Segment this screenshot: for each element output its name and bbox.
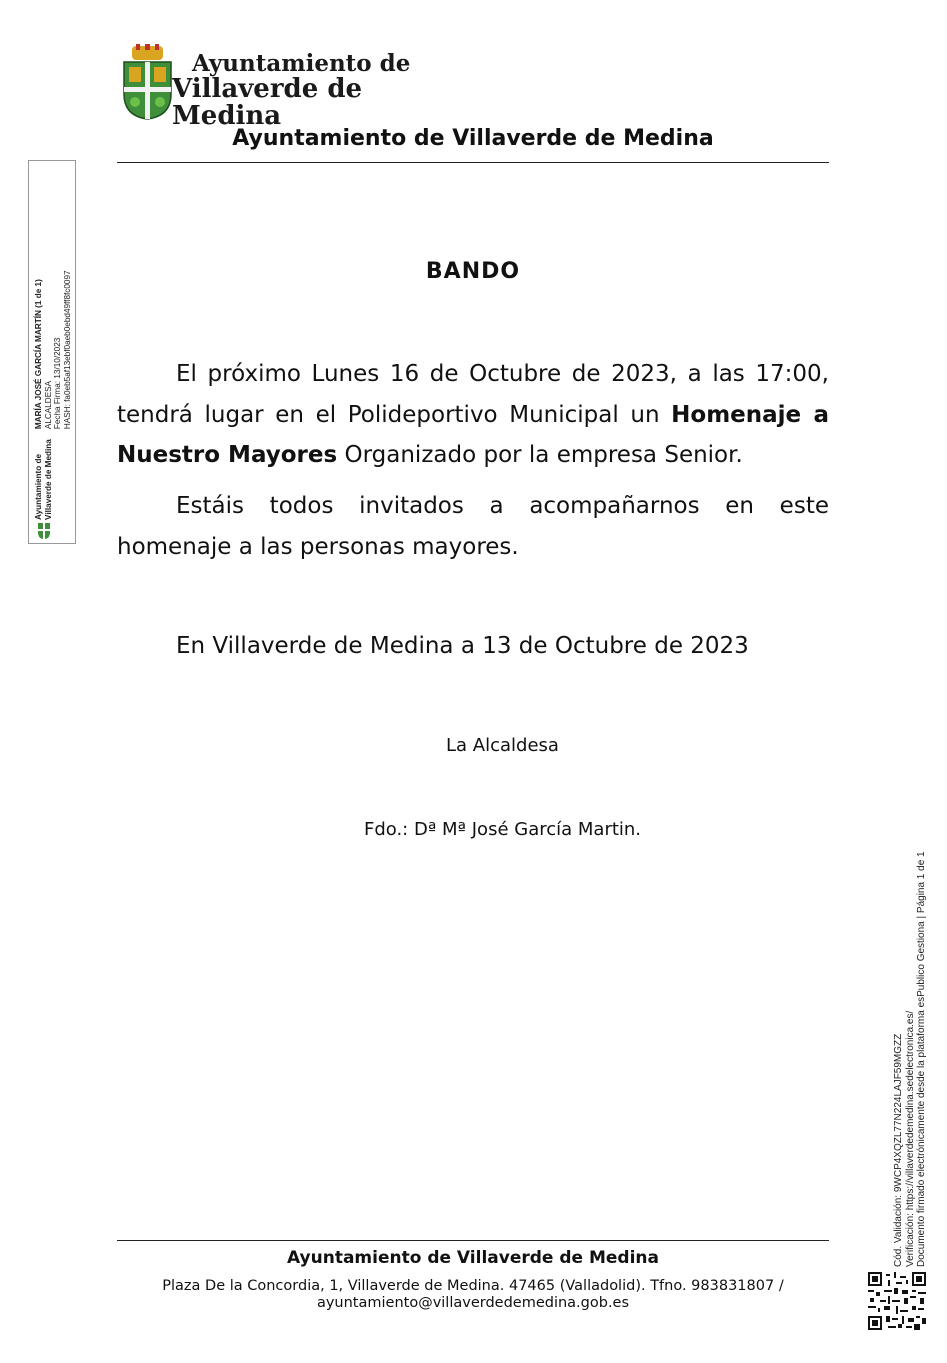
coat-of-arms-logo — [120, 44, 175, 120]
stamp-role: ALCALDESA — [43, 380, 53, 430]
event-name: Homenaje a Nuestro Mayores — [117, 401, 829, 468]
logo-wordmark — [172, 52, 412, 131]
header-divider — [117, 162, 829, 163]
paragraph-invitation: Estáis todos invitados a acompañarnos en este homenaje a las personas mayores. — [117, 493, 829, 560]
qr-code-icon — [868, 1272, 926, 1330]
signature-stamp — [28, 160, 76, 544]
stamp-org — [34, 439, 53, 538]
paragraph-text: Organizado por la empresa Senior. — [337, 442, 743, 468]
stamp-org-line-1: Ayuntamiento de — [34, 453, 43, 520]
logo-line-2: Villaverde de Medina — [172, 74, 363, 132]
footer-title: Ayuntamiento de Villaverde de Medina — [286, 1248, 659, 1268]
paragraph-text: El próximo Lunes 16 de Octubre de 2023, a las 17:00, tendrá lugar en el Polideportivo Municipal un — [117, 361, 829, 428]
signature-platform-note: Documento firmado electrónicamente desde la plataforma esPublico Gestiona | Página 1 de 1 — [915, 851, 927, 1267]
logo-line-1: Ayuntamiento de — [192, 50, 411, 77]
stamp-hash: HASH: fa0eb5af13ebf0aeb0ebd49ff8fc0097 — [62, 270, 72, 430]
signature-stamp-text — [34, 168, 72, 538]
signature-line: Fdo.: Dª Mª José García Martin. — [363, 819, 642, 840]
signer-role: La Alcaldesa — [446, 735, 559, 756]
footer-address-line: Plaza De la Concordia, 1, Villaverde de Medina. 47465 (Valladolid). Tfno. 983831807 / — [162, 1278, 784, 1294]
footer-email: ayuntamiento@villaverdedemedina.gob.es — [316, 1295, 630, 1311]
stamp-org-line-2: Villaverde de Medina — [43, 439, 53, 520]
stamp-date: Fecha Firma: 13/10/2023 — [53, 337, 62, 430]
verification-url[interactable]: Verificación: https://villaverdedemedina.sedelectronica.es/ — [904, 1010, 916, 1267]
footer-divider — [117, 1240, 829, 1241]
footer-address — [117, 1278, 829, 1312]
validation-code: Cód. Validación: 9WCP4XQZL77N224LAJF59MGZZ — [892, 1033, 904, 1267]
stamp-signer: MARÍA JOSÉ GARCÍA MARTÍN (1 de 1) — [34, 279, 43, 430]
header-title: Ayuntamiento de Villaverde de Medina — [232, 126, 714, 151]
place-and-date: En Villaverde de Medina a 13 de Octubre de 2023 — [176, 633, 749, 659]
paragraph-announcement — [117, 354, 829, 476]
stamp-shield-icon — [37, 522, 51, 540]
document-title: BANDO — [425, 259, 521, 284]
verification-text — [893, 847, 928, 1267]
